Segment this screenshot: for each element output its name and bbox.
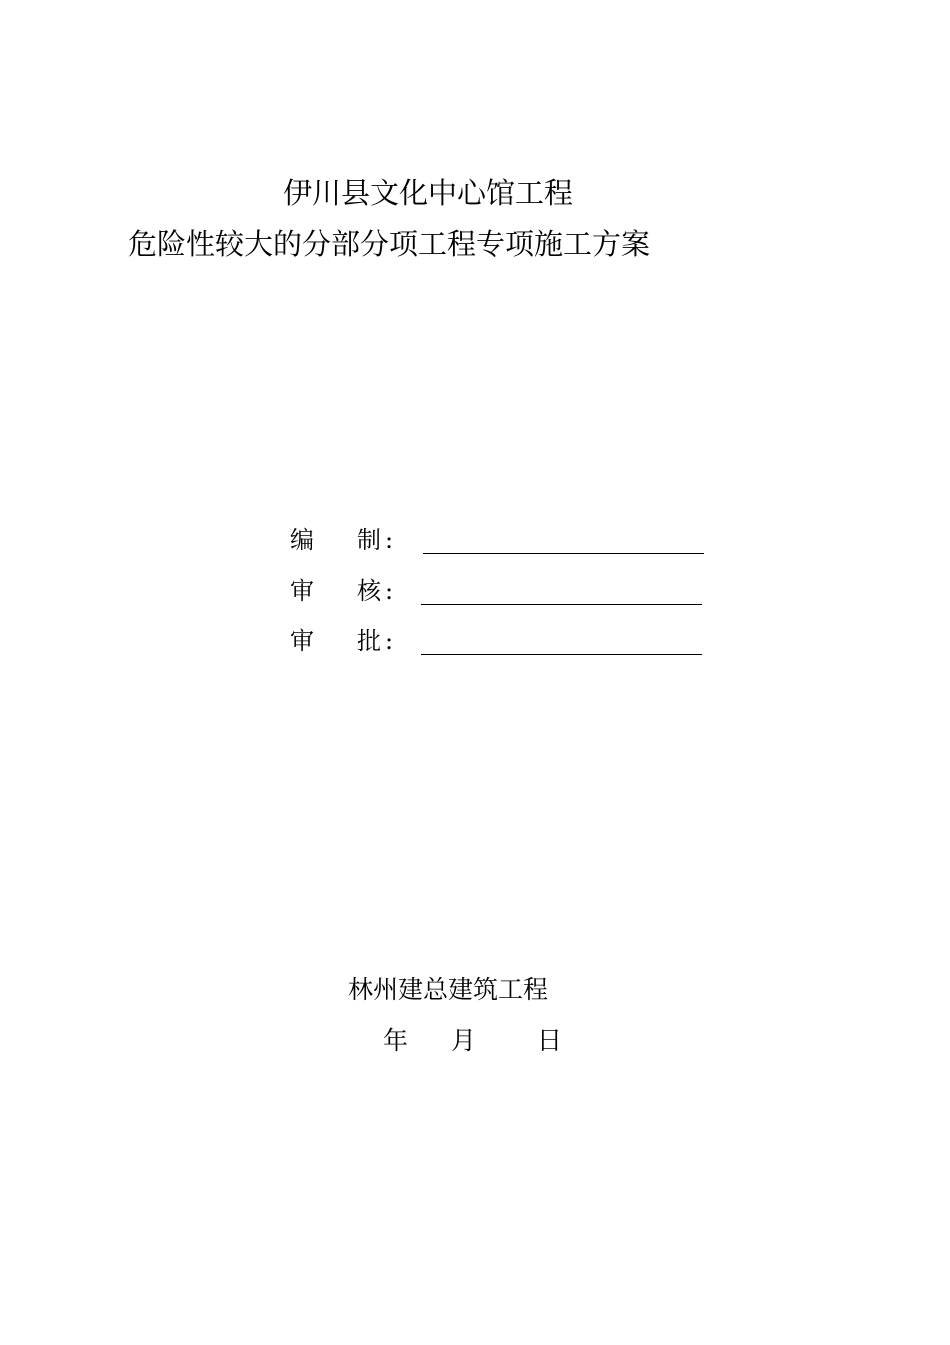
signoff-colon: : bbox=[385, 526, 394, 554]
date-month-label: 月 bbox=[451, 1026, 477, 1055]
signature-line bbox=[423, 553, 704, 554]
signoff-colon: : bbox=[385, 627, 394, 655]
signoff-label-char: 审 bbox=[290, 577, 314, 605]
signature-line bbox=[421, 654, 702, 655]
document-title-project: 伊川县文化中心馆工程 bbox=[283, 176, 574, 210]
signoff-label-char: 核 bbox=[357, 577, 381, 605]
date-year-label: 年 bbox=[383, 1026, 409, 1055]
signature-line bbox=[421, 604, 702, 605]
date-day-label: 日 bbox=[537, 1026, 563, 1055]
signoff-label-char: 制 bbox=[357, 526, 381, 554]
signoff-label-char: 编 bbox=[290, 526, 314, 554]
signoff-row-compile bbox=[290, 525, 710, 555]
company-name: 林州建总建筑工程 bbox=[348, 975, 549, 1004]
date-line bbox=[0, 1025, 950, 1057]
signoff-colon: : bbox=[385, 577, 394, 605]
signoff-label-char: 审 bbox=[290, 627, 314, 655]
document-title-scheme: 危险性较大的分部分项工程专项施工方案 bbox=[128, 227, 651, 261]
signoff-row-approve bbox=[290, 626, 710, 656]
signoff-label-char: 批 bbox=[357, 627, 381, 655]
signoff-row-review bbox=[290, 576, 710, 606]
